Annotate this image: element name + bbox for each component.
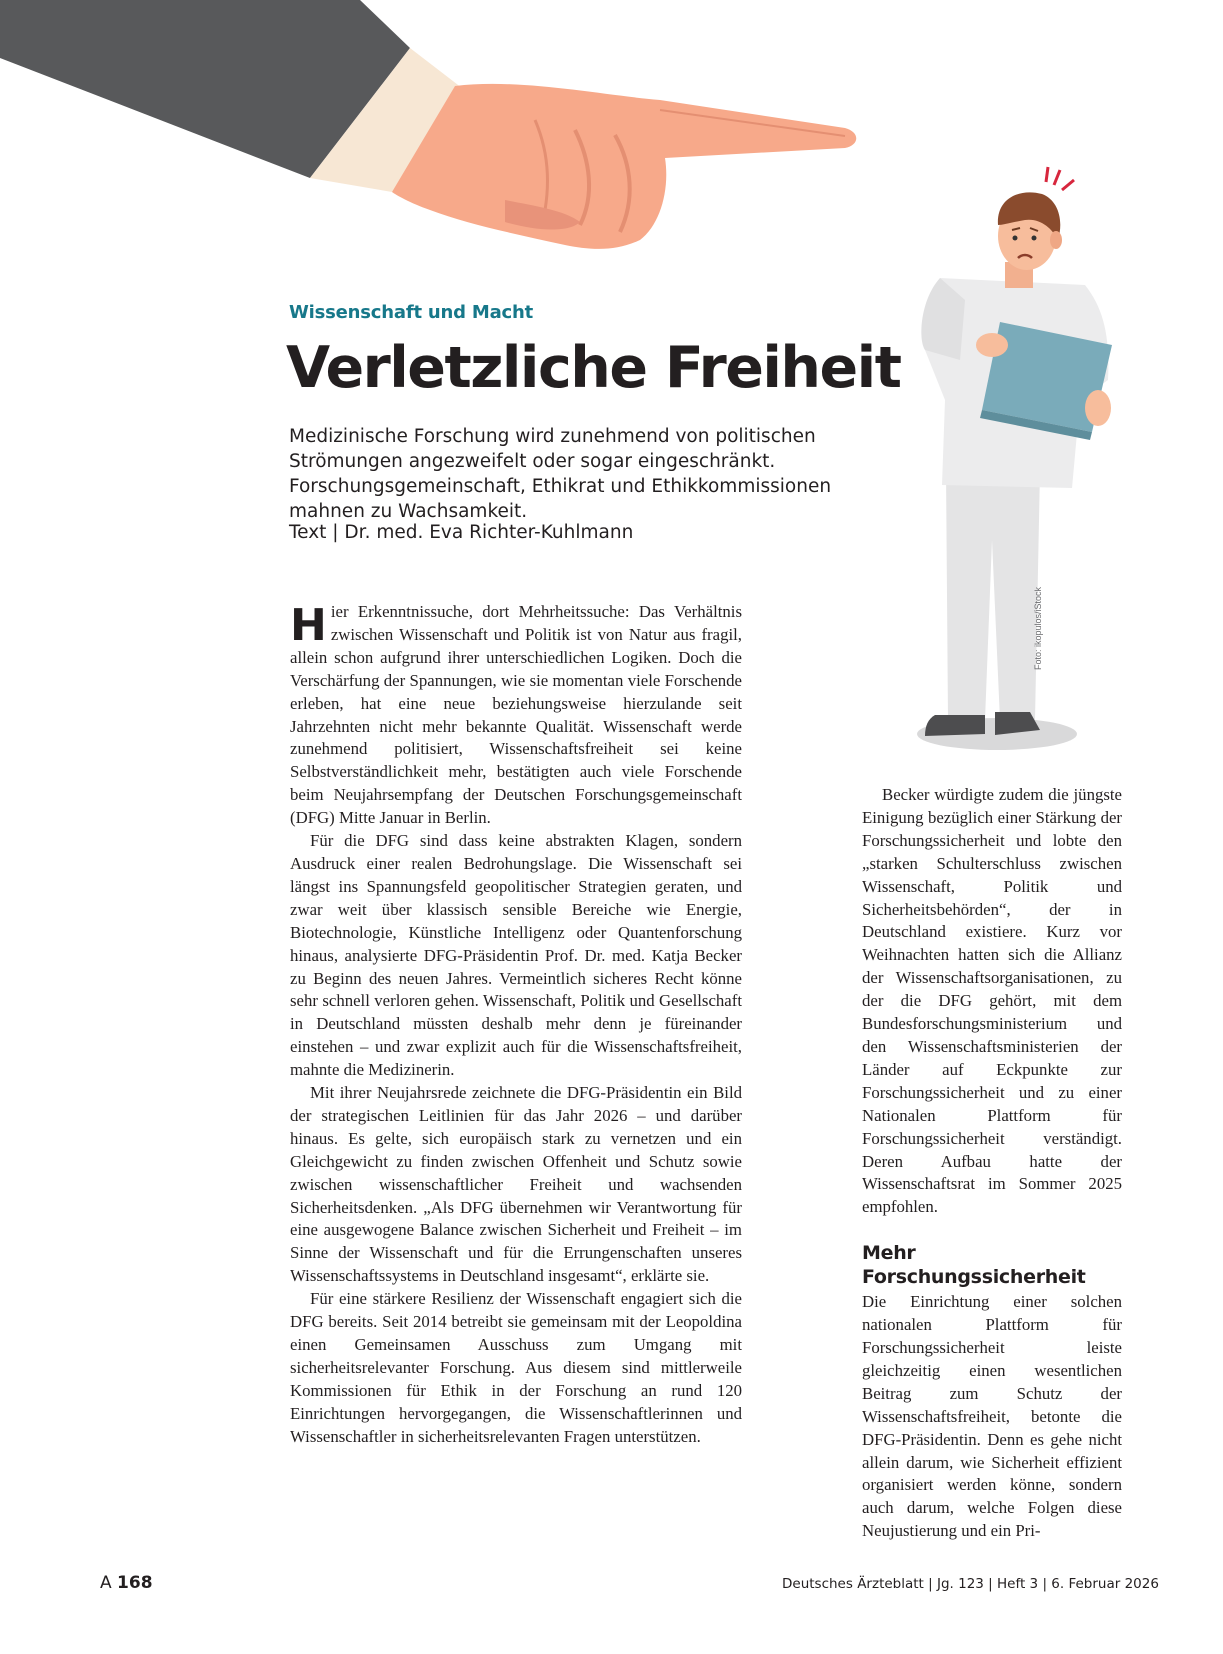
body-paragraph: Mit ihrer Neujahrsrede zeichnete die DFG-Präsidentin ein Bild der strategischen Leitlinien für das Jahr 2026 – und darüber hinaus. Es gelte, sich europäisch stark zu vernetzen und ein Gleichgewicht zu finden zwischen Offenheit und Schutz sowie zwischen wissenschaftlicher Freiheit und wachsenden Sicherheitsdenken. „Als DFG übernehmen wir Verantwortung für eine ausgewogene Balance zwischen Sicherheit und Freiheit – im Sinne der Wissenschaft und für die Errungenschaften unseres Wissenschaftssystems in Deutschland insgesamt“, erklärte sie. [290, 1083, 742, 1286]
page-prefix: A [100, 1573, 112, 1593]
article-lead: Medizinische Forschung wird zunehmend von politischen Strömungen angezweifelt oder sogar eingeschränkt. Forschungsgemeinschaft, Ethikrat und Ethikkommissionen mahnen zu Wachsamkeit. [289, 426, 832, 522]
body-column-right [862, 784, 1122, 1543]
worried-man-icon [917, 167, 1112, 750]
body-paragraph-text: ier Erkenntnissuche, dort Mehrheitssuche: Das Verhältnis zwischen Wissenschaft und Politik ist von Natur aus fragil, allein schon aufgrund ihrer unterschiedlichen Logiken. Doch die Verschärfung der Spannungen, wie sie momentan viele Forschende erleben, hat eine neue beziehungsweise hierzulande seit Jahrzehnten nicht mehr bekannte Qualität. Wissenschaft werde zunehmend politisiert, Wissenschaftsfreiheit sei keine Selbstverständlichkeit mehr, bestätigten auch viele Forschende beim Neujahrsempfang der Deutschen Forschungsgemeinschaft (DFG) Mitte Januar in Berlin. [290, 602, 742, 828]
photo-credit: Foto: ikopulos/iStock [1033, 586, 1043, 670]
drop-cap: H [290, 600, 327, 651]
article-byline: Text | Dr. med. Eva Richter-Kuhlmann [289, 522, 634, 543]
journal-footer: Deutsches Ärzteblatt | Jg. 123 | Heft 3 | 6. Februar 2026 [782, 1576, 1159, 1592]
body-paragraph: Für eine stärkere Resilienz der Wissenschaft engagiert sich die DFG bereits. Seit 2014 betreibt sie gemeinsam mit der Leopoldina einen Gemeinsamen Ausschuss zum Umgang mit sicherheitsrelevanter Forschung. Aus diesem sind mittlerweile Kommissionen für Ethik in der Forschung an rund 120 Einrichtungen hervorgegangen, die Wissenschaftlerinnen und Wissenschaftler in sicherheitsrelevanten Fragen unterstützen. [290, 1289, 742, 1446]
body-paragraph: Für die DFG sind dass keine abstrakten Klagen, sondern Ausdruck einer realen Bedrohungslage. Die Wissenschaft sei längst ins Spannungsfeld geopolitischer Strategien geraten, und zwar weit über klassisch sensible Bereiche wie Energie, Biotechnologie, Künstliche Intelligenz oder Quantenforschung hinaus, analysierte DFG-Präsidentin Prof. Dr. med. Katja Becker zu Beginn des neuen Jahres. Vermeintlich sicheres Recht könne sehr schnell verloren gehen. Wissenschaft, Politik und Gesellschaft in Deutschland müssten deshalb mehr denn je füreinander einstehen – und zwar explizit auch für die Wissenschaftsfreiheit, mahnte die Medizinerin. [290, 831, 742, 1080]
page-number-value: 168 [117, 1573, 153, 1593]
body-paragraph: Die Einrichtung einer solchen nationalen Plattform für Forschungssicherheit leiste gleichzeitig einen wesentlichen Beitrag zum Schutz der Wissenschaftsfreiheit, betonte die DFG-Präsidentin. Denn es gehe nicht allein darum, wie Sicherheit effizient organisiert werden könne, sondern auch darum, welche Folgen diese Neujustierung und ein Pri- [862, 1292, 1122, 1541]
body-paragraph: Becker würdigte zudem die jüngste Einigung bezüglich einer Stärkung der Forschungssicherheit und lobte den „starken Schulterschluss zwischen Wissenschaft, Politik und Sicherheitsbehörden“, der in Deutschland existiere. Kurz vor Weihnachten hatten sich die Allianz der Wissenschaftsorganisationen, zu der die DFG gehört, mit dem Bundesforschungsministerium und den Wissenschaftsministerien der Länder auf Eckpunkte zur Forschungssicherheit und zu einer Nationalen Plattform für Forschungssicherheit verständigt. Deren Aufbau hatte der Wissenschaftsrat im Sommer 2025 empfohlen. [862, 785, 1122, 1217]
pointing-hand-icon [0, 0, 856, 249]
page-number [100, 1573, 153, 1593]
body-paragraph [290, 601, 742, 830]
body-column-left [290, 601, 742, 1449]
section-subheading: Mehr Forschungssicherheit [862, 1242, 1086, 1289]
article-headline: Verletzliche Freiheit [286, 335, 901, 401]
article-kicker: Wissenschaft und Macht [289, 302, 534, 323]
